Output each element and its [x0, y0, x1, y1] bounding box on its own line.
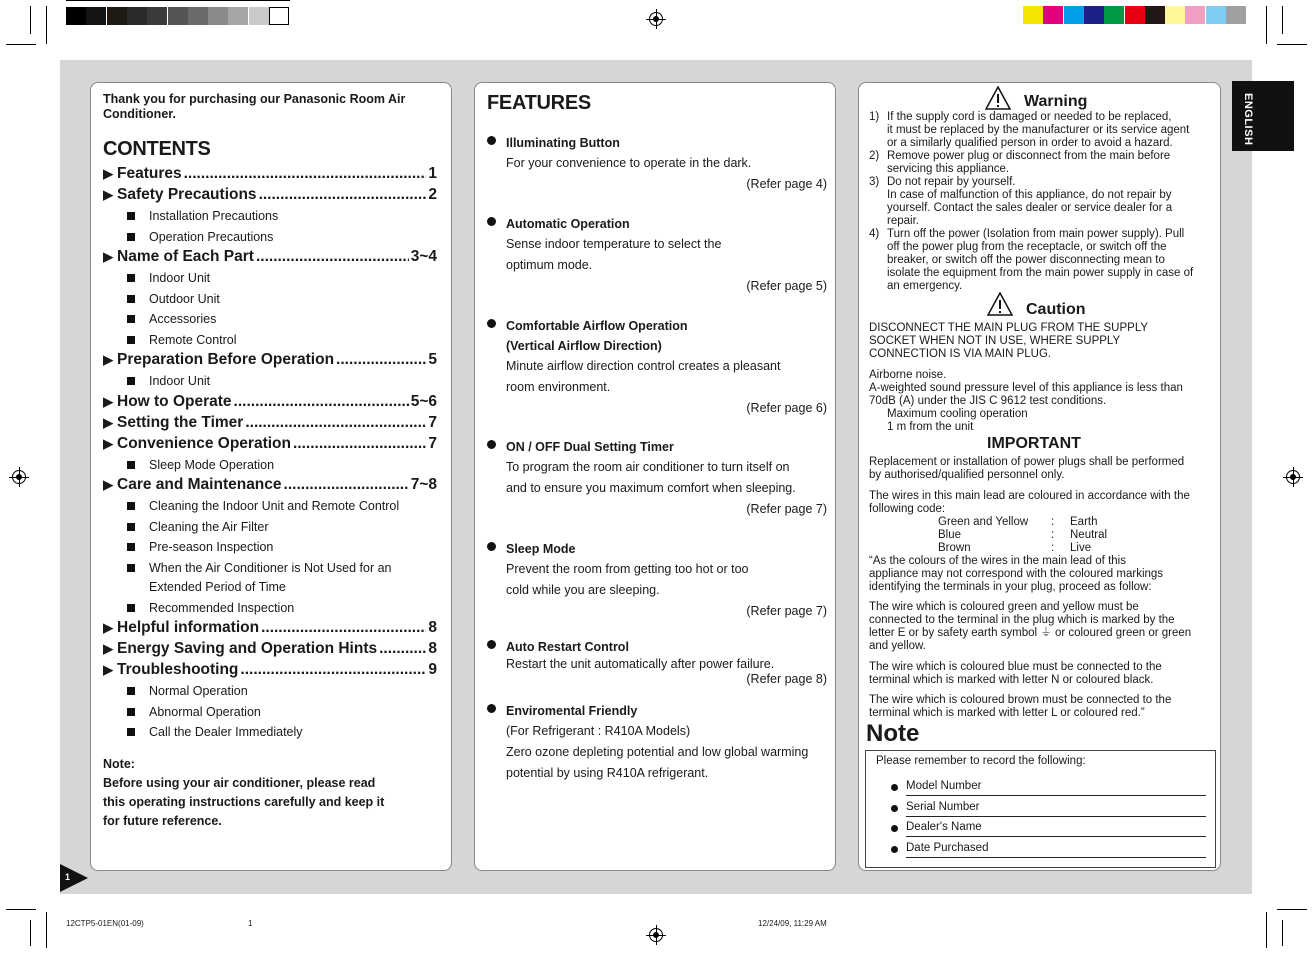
warning-item	[869, 111, 1214, 150]
wire-separator: :	[1051, 542, 1055, 554]
bullet-icon	[891, 805, 898, 812]
warning-item	[869, 150, 1214, 176]
warning-line: In case of malfunction of this appliance, do not repair by	[887, 189, 1172, 201]
note-line: Before using your air conditioner, please read	[103, 776, 376, 790]
record-intro: Please remember to record the following:	[876, 755, 1086, 767]
noise-line: Maximum cooling operation	[887, 408, 1028, 420]
feature-title: Comfortable Airflow Operation	[506, 319, 688, 333]
record-field[interactable]	[906, 780, 1206, 796]
wire-meaning: Live	[1070, 542, 1092, 554]
toc-subentry: Recommended Inspection	[128, 599, 408, 618]
color-swatch	[1043, 6, 1063, 24]
warning-line: If the supply cord is damaged or needed to be replaced,	[887, 111, 1172, 123]
wire-separator: :	[1051, 516, 1055, 528]
toc-entry: ▶ Preparation Before Operation ..... 5	[103, 350, 437, 370]
toc-entry: ▶ Troubleshooting ..... 9	[103, 660, 437, 680]
bullet-icon	[487, 542, 496, 551]
wires-line: connected to the terminal in the plug which is marked by the	[869, 614, 1175, 626]
bullet-icon	[487, 704, 496, 713]
gray-swatch	[107, 7, 127, 25]
toc-entry: ▶ Energy Saving and Operation Hints ..... 8	[103, 639, 437, 659]
warning-line: breaker, or switch off the power disconnecting mean to	[887, 254, 1165, 266]
toc-entry: ▶ Care and Maintenance ..... 7~8	[103, 475, 437, 495]
toc-subentry: Installation Precautions	[128, 207, 408, 226]
caution-line: DISCONNECT THE MAIN PLUG FROM THE SUPPLY	[869, 322, 1149, 334]
feature-item	[487, 437, 827, 520]
wires-paragraph	[869, 661, 1214, 687]
bullet-icon	[487, 440, 496, 449]
feature-title: ON / OFF Dual Setting Timer	[506, 440, 674, 454]
warning-line: servicing this appliance.	[887, 163, 1010, 175]
toc-subentry: Normal Operation	[128, 682, 408, 701]
wire-color: Green and Yellow	[938, 516, 1029, 528]
wires-line: identifying the terminals in your plug, proceed as follow:	[869, 581, 1152, 593]
thank-you-text: Thank you for purchasing our Panasonic Room Air Conditioner.	[103, 92, 406, 121]
warning-line: or a similarly qualified person in order to avoid a hazard.	[887, 137, 1173, 149]
wire-code-row	[869, 542, 1214, 555]
warning-list	[869, 111, 1214, 293]
wires-intro	[869, 490, 1214, 516]
color-swatch	[1084, 6, 1104, 24]
gray-swatch	[208, 7, 228, 25]
record-box	[865, 750, 1216, 868]
caution-line: CONNECTION IS VIA MAIN PLUG.	[869, 348, 1052, 360]
bullet-icon	[891, 784, 898, 791]
note-title: Note:	[103, 757, 135, 771]
note-line: for future reference.	[103, 814, 222, 828]
feature-text: (For Refrigerant : R410A Models)	[506, 724, 691, 738]
wires-line: and yellow.	[869, 640, 926, 652]
wires-paragraph	[869, 694, 1214, 720]
wires-line: The wire which is coloured brown must be connected to the	[869, 694, 1172, 706]
wire-separator: :	[1051, 529, 1055, 541]
feature-item	[487, 214, 827, 297]
toc-entry: ▶ Features ..... 1	[103, 164, 437, 184]
toc-entry: ▶ How to Operate ..... 5~6	[103, 392, 437, 412]
registration-mark-left	[9, 467, 29, 487]
warning-number: 1)	[869, 111, 880, 123]
note-title: Note	[866, 720, 920, 747]
footer-page: 1	[248, 919, 253, 928]
record-field[interactable]	[906, 821, 1206, 837]
toc-subentry: Pre-season Inspection	[128, 538, 408, 557]
bullet-icon	[891, 825, 898, 832]
feature-text: and to ensure you maximum comfort when sleeping.	[506, 481, 796, 495]
toc-subentry: Outdoor Unit	[128, 290, 408, 309]
gray-swatch	[249, 7, 269, 25]
feature-reference: (Refer page 5)	[746, 279, 827, 293]
toc-subentry: Operation Precautions	[128, 228, 408, 247]
color-calibration-bar	[1023, 0, 1247, 30]
feature-text: potential by using R410A refrigerant.	[506, 766, 709, 780]
wire-meaning: Neutral	[1070, 529, 1108, 541]
warning-line: an emergency.	[887, 280, 963, 292]
bullet-icon	[487, 319, 496, 328]
bullet-icon	[487, 136, 496, 145]
toc-subentry: Sleep Mode Operation	[128, 456, 408, 475]
gray-swatch	[168, 7, 188, 25]
warning-line: isolate the equipment from the main power supply in case of	[887, 267, 1194, 279]
warning-number: 2)	[869, 150, 880, 162]
color-swatch	[1145, 6, 1165, 24]
feature-text: Zero ozone depleting potential and low global warming	[506, 745, 809, 759]
toc-subentry: Abnormal Operation	[128, 703, 408, 722]
warning-line: repair.	[887, 215, 919, 227]
bullet-icon	[487, 640, 496, 649]
feature-subtitle: (Vertical Airflow Direction)	[506, 339, 662, 353]
feature-reference: (Refer page 4)	[746, 177, 827, 191]
caution-icon	[987, 292, 1013, 316]
toc-subentry: Cleaning the Indoor Unit and Remote Control	[128, 497, 408, 516]
feature-item	[487, 701, 827, 784]
feature-text: cold while you are sleeping.	[506, 583, 660, 597]
footer-code: 12CTP5-01EN(01-09)	[66, 919, 144, 928]
feature-text: Sense indoor temperature to select the	[506, 237, 722, 251]
wires-line: following code:	[869, 503, 946, 515]
warning-line: Remove power plug or disconnect from the main before	[887, 150, 1171, 162]
warning-line: Do not repair by yourself.	[887, 176, 1016, 188]
feature-title: Enviromental Friendly	[506, 704, 638, 718]
warning-number: 4)	[869, 228, 880, 240]
feature-text: Restart the unit automatically after power failure.	[506, 657, 775, 671]
gray-swatch	[228, 7, 248, 25]
toc-entry: ▶ Setting the Timer ..... 7	[103, 413, 437, 433]
warning-icon	[985, 86, 1011, 110]
english-tab: ENGLISH	[1232, 81, 1294, 151]
feature-text: Prevent the room from getting too hot or too	[506, 562, 749, 576]
color-swatch	[1226, 6, 1246, 24]
feature-item	[487, 539, 827, 622]
page-number: 1	[65, 872, 71, 882]
gray-swatch	[66, 7, 86, 25]
warning-line: off the power plug from the receptacle, or switch off the	[887, 241, 1167, 253]
color-swatch	[1165, 6, 1185, 24]
features-title: FEATURES	[487, 92, 591, 114]
feature-text: optimum mode.	[506, 258, 593, 272]
noise-line: 1 m from the unit	[887, 421, 974, 433]
color-swatch	[1185, 6, 1205, 24]
record-field-label: Serial Number	[906, 800, 980, 813]
feature-text: Minute airflow direction control creates a pleasant	[506, 359, 781, 373]
record-field-label: Date Purchased	[906, 841, 989, 854]
feature-text: For your convenience to operate in the dark.	[506, 156, 752, 170]
wire-meaning: Earth	[1070, 516, 1098, 528]
wires-line: The wire which is coloured blue must be connected to the	[869, 661, 1162, 673]
wires-line: letter E or by safety earth symbol ⏚ or coloured green or green	[869, 627, 1192, 639]
record-field-label: Dealer's Name	[906, 821, 982, 833]
warning-line: it must be replaced by the manufacturer or its service agent	[887, 124, 1190, 136]
footer-timestamp: 12/24/09, 11:29 AM	[758, 919, 827, 928]
record-field[interactable]	[906, 842, 1206, 858]
record-field[interactable]	[906, 801, 1206, 817]
bullet-icon	[891, 846, 898, 853]
warning-number: 3)	[869, 176, 880, 188]
important-line: Replacement or installation of power plugs shall be performed	[869, 456, 1185, 468]
wires-line: “As the colours of the wires in the main lead of this	[869, 555, 1126, 567]
wires-line: appliance may not correspond with the coloured markings	[869, 568, 1164, 580]
warning-title: Warning	[1024, 93, 1088, 110]
warning-item	[869, 176, 1214, 228]
feature-title: Auto Restart Control	[506, 640, 629, 654]
feature-text: To program the room air conditioner to turn itself on	[506, 460, 790, 474]
toc-entry: ▶ Convenience Operation ..... 7	[103, 434, 437, 454]
noise-line: A-weighted sound pressure level of this appliance is less than	[869, 382, 1183, 394]
toc-entry: ▶ Name of Each Part ..... 3~4	[103, 247, 437, 267]
warning-line: yourself. Contact the sales dealer or service dealer for a	[887, 202, 1173, 214]
registration-mark-bottom	[646, 925, 666, 945]
toc-entry: ▶ Safety Precautions ..... 2	[103, 185, 437, 205]
gray-swatch	[127, 7, 147, 25]
important-line: by authorised/qualified personnel only.	[869, 469, 1065, 481]
wires-line: The wires in this main lead are coloured in accordance with the	[869, 490, 1190, 502]
record-field-label: Model Number	[906, 780, 982, 792]
color-swatch	[1206, 6, 1226, 24]
feature-title: Illuminating Button	[506, 136, 620, 150]
feature-text: room environment.	[506, 380, 611, 394]
wires-paragraph	[869, 601, 1214, 653]
gray-calibration-bar	[66, 0, 290, 31]
feature-item	[487, 316, 827, 419]
toc-entry: ▶ Helpful information ..... 8	[103, 618, 437, 638]
noise-line: Airborne noise.	[869, 369, 947, 381]
toc-subentry: Indoor Unit	[128, 372, 408, 391]
contents-panel	[90, 82, 452, 871]
feature-item	[487, 637, 827, 687]
features-panel	[474, 82, 836, 871]
feature-reference: (Refer page 7)	[746, 604, 827, 618]
wires-line: The wire which is coloured green and yellow must be	[869, 601, 1139, 613]
feature-item	[487, 133, 827, 195]
note-line: this operating instructions carefully and keep it	[103, 795, 385, 809]
wire-color: Blue	[938, 529, 962, 541]
wire-code-row	[869, 516, 1214, 529]
noise-line: 70dB (A) under the JIS C 9612 test conditions.	[869, 395, 1107, 407]
registration-mark-top	[646, 9, 666, 29]
color-swatch	[1125, 6, 1145, 24]
gray-swatch	[188, 7, 208, 25]
feature-reference: (Refer page 6)	[746, 401, 827, 415]
toc-subentry: Accessories	[128, 310, 408, 329]
toc-subentry: Indoor Unit	[128, 269, 408, 288]
gray-swatch	[147, 7, 167, 25]
warning-line: Turn off the power (Isolation from main power supply). Pull	[887, 228, 1185, 240]
gray-swatch	[269, 7, 289, 25]
contents-title: CONTENTS	[103, 138, 211, 160]
toc-subentry: Cleaning the Air Filter	[128, 518, 408, 537]
noise-text	[869, 369, 1214, 434]
color-swatch	[1104, 6, 1124, 24]
color-swatch	[1023, 6, 1043, 24]
contents-note	[103, 755, 433, 831]
registration-mark-right	[1283, 467, 1303, 487]
caution-title: Caution	[1026, 301, 1086, 318]
toc-subentry: Remote Control	[128, 331, 408, 350]
toc-subentry: When the Air Conditioner is Not Used for an Extended Period of Time	[128, 559, 408, 597]
important-title: IMPORTANT	[987, 435, 1081, 452]
important-text	[869, 456, 1214, 482]
feature-title: Sleep Mode	[506, 542, 576, 556]
feature-reference: (Refer page 7)	[746, 502, 827, 516]
caution-line: SOCKET WHEN NOT IN USE, WHERE SUPPLY	[869, 335, 1121, 347]
gray-swatch	[86, 7, 106, 25]
toc-subentry: Call the Dealer Immediately	[128, 723, 408, 742]
wires-line: terminal which is marked with letter L or coloured red.”	[869, 707, 1145, 719]
warning-item	[869, 228, 1214, 293]
bullet-icon	[487, 217, 496, 226]
feature-title: Automatic Operation	[506, 217, 630, 231]
safety-panel	[858, 82, 1221, 871]
color-swatch	[1064, 6, 1084, 24]
wire-color: Brown	[938, 542, 971, 554]
wires-line: terminal which is marked with letter N or coloured black.	[869, 674, 1154, 686]
wires-paragraph	[869, 555, 1214, 594]
wire-code-table	[869, 516, 1214, 555]
caution-text	[869, 322, 1214, 361]
feature-reference: (Refer page 8)	[746, 672, 827, 686]
wire-code-row	[869, 529, 1214, 542]
